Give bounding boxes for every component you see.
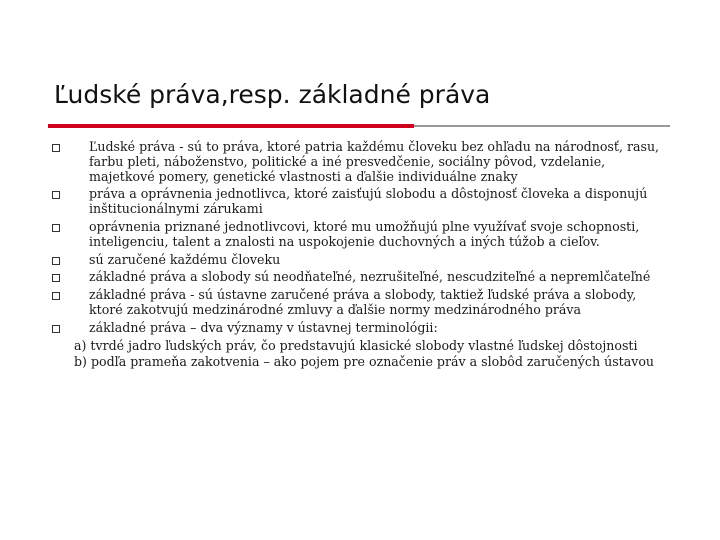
square-bullet-icon bbox=[52, 191, 60, 199]
list-item bbox=[52, 187, 672, 217]
bullet-text: základné práva - sú ústavne zaručené práva a slobody, taktiež ľudské práva a slobody, ktoré zakotvujú medzinárodné zmluvy a ďalšie normy medzinárodného práva bbox=[89, 287, 637, 317]
square-bullet-icon bbox=[52, 292, 60, 300]
list-item bbox=[52, 220, 672, 250]
bullet-text: práva a oprávnenia jednotlivca, ktoré zaisťujú slobodu a dôstojnosť človeka a disponujú inštitucionálnymi zárukami bbox=[89, 186, 648, 217]
square-bullet-icon bbox=[52, 274, 60, 282]
slide-title: Ľudské práva,resp. základné práva bbox=[54, 80, 491, 109]
bullet-text: základné práva a slobody sú neodňateľné, nezrušiteľné, nescudziteľné a nepremlčateľné bbox=[89, 269, 651, 285]
square-bullet-icon bbox=[52, 144, 60, 152]
square-bullet-icon bbox=[52, 224, 60, 232]
bullet-list bbox=[52, 140, 672, 372]
list-item bbox=[52, 270, 672, 285]
bullet-text: sú zaručené každému človeku bbox=[89, 251, 281, 267]
square-bullet-icon bbox=[52, 257, 60, 265]
list-item bbox=[52, 140, 672, 184]
list-item bbox=[52, 253, 672, 268]
bullet-text: oprávnenia priznané jednotlivcovi, ktoré mu umožňujú plne využívať svoje schopnosti, inteligenciu, talent a znalosti na uspokojenie duchovných a iných túžob a cieľov. bbox=[89, 218, 640, 249]
list-item bbox=[52, 321, 672, 336]
list-item bbox=[52, 288, 672, 318]
sub-item-b: b) podľa prameňa zakotvenia – ako pojem pre označenie práv a slobôd zaručených ústavou bbox=[74, 354, 655, 370]
bullet-text: Ľudské práva - sú to práva, ktoré patria každému človeku bez ohľadu na národnosť, rasu, farbu pleti, náboženstvo, politické a iné presvedčenie, sociálny pôvod, vzdelanie, majetkové pomery, genetické vlastnosti a ďalšie individuálne znaky bbox=[89, 139, 660, 184]
title-divider-rule bbox=[414, 125, 670, 127]
square-bullet-icon bbox=[52, 325, 60, 333]
sub-item-a: a) tvrdé jadro ľudských práv, čo predstavujú klasické slobody vlastné ľudskej dôstojnosti bbox=[74, 337, 638, 353]
bullet-text: základné práva – dva významy v ústavnej terminológii: bbox=[89, 319, 438, 335]
title-accent-rule bbox=[48, 124, 414, 128]
